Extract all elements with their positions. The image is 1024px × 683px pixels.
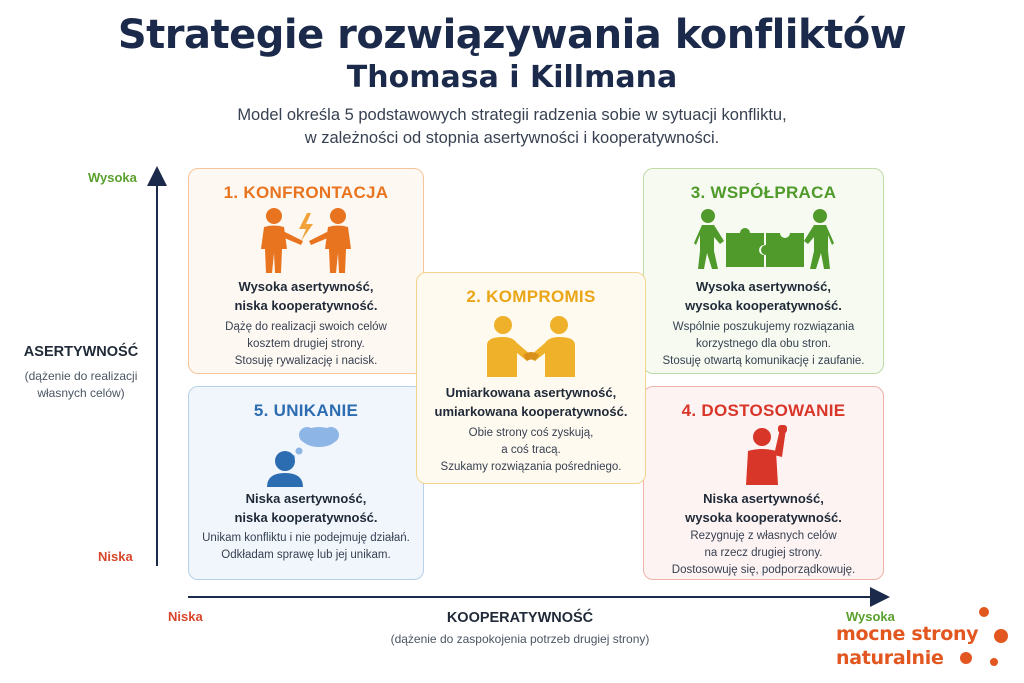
desc-line-3: Dostosowuję się, podporządkowuję. <box>671 564 856 576</box>
x-axis-low-label: Niska <box>168 609 203 624</box>
y-axis-high-label: Wysoka <box>88 170 137 185</box>
strategy-box-compromise <box>416 272 646 484</box>
desc-line-1: Wspólnie poszukujemy rozwiązania <box>672 321 855 333</box>
confrontation-icon <box>189 207 423 280</box>
strategy-heading: 4. DOSTOSOWANIE <box>681 401 846 420</box>
summary-line-1: Wysoka asertywność, <box>238 279 374 294</box>
strategy-description <box>644 319 883 370</box>
strategy-heading: 1. KONFRONTACJA <box>223 183 389 202</box>
summary-line-1: Niska asertywność, <box>703 491 824 506</box>
summary-line-2: wysoka kooperatywność. <box>685 298 842 313</box>
desc-line-3: Stosuję otwartą komunikację i zaufanie. <box>662 355 865 367</box>
strategy-box-cooperation <box>643 168 884 374</box>
summary-line-1: Wysoka asertywność, <box>696 279 831 294</box>
desc-line-3: Szukamy rozwiązania pośredniego. <box>440 461 622 473</box>
strategy-heading: 3. WSPÓŁPRACA <box>690 183 837 202</box>
logo-line-1: mocne strony <box>836 623 979 645</box>
handshake-icon <box>417 315 645 382</box>
summary-line-2: niska kooperatywność. <box>234 510 378 525</box>
desc-line-1: Dążę do realizacji swoich celów <box>225 321 387 333</box>
summary-line-2: niska kooperatywność. <box>234 298 378 313</box>
page-subtitle <box>0 104 1024 150</box>
desc-line-3: Stosuję rywalizację i nacisk. <box>234 355 378 367</box>
x-axis-high-label: Wysoka <box>846 609 895 624</box>
desc-line-2: na rzecz drugiej strony. <box>704 547 823 559</box>
y-axis-subtitle <box>10 368 152 402</box>
desc-line-1: Obie strony coś zyskują, <box>468 427 594 439</box>
puzzle-cooperation-icon <box>644 207 883 276</box>
summary-line-1: Umiarkowana asertywność, <box>445 385 617 400</box>
strategy-box-confrontation <box>188 168 424 374</box>
x-axis-title: KOOPERATYWNOŚĆ <box>446 610 594 626</box>
strategy-heading: 5. UNIKANIE <box>253 401 359 420</box>
logo-line-2: naturalnie <box>836 647 944 669</box>
raised-hand-icon <box>644 425 883 492</box>
strategy-description <box>189 319 423 370</box>
y-axis-sub-line-2: własnych celów) <box>37 386 125 400</box>
summary-line-1: Niska asertywność, <box>245 491 367 506</box>
desc-line-1: Unikam konfliktu i nie podejmuję działań. <box>202 532 410 544</box>
strategy-box-accommodation <box>643 386 884 580</box>
strategy-box-avoidance <box>188 386 424 580</box>
strategy-summary <box>644 277 883 315</box>
strategy-description <box>189 530 423 564</box>
x-axis-subtitle: (dążenie do zaspokojenia potrzeb drugiej strony) <box>390 632 650 646</box>
strategy-summary <box>417 383 645 421</box>
page-title-line2: Thomasa i Killmana <box>346 60 678 95</box>
logo-dots-icon <box>836 598 1022 678</box>
strategy-description <box>417 425 645 476</box>
strategy-heading: 2. KOMPROMIS <box>466 287 596 306</box>
summary-line-2: wysoka kooperatywność. <box>685 510 842 525</box>
brand-logo <box>836 598 1022 678</box>
strategy-summary <box>189 489 423 527</box>
thinking-person-icon <box>189 425 423 492</box>
strategy-summary <box>644 489 883 527</box>
y-axis-sub-line-1: (dążenie do realizacji <box>24 369 138 383</box>
page-title: Strategie rozwiązywania konfliktów <box>117 12 907 58</box>
desc-line-1: Rezygnuję z własnych celów <box>690 530 837 542</box>
strategy-summary <box>189 277 423 315</box>
subtitle-line-2: w zależności od stopnia asertywności i kooperatywności. <box>304 129 720 147</box>
desc-line-2: korzystnego dla obu stron. <box>696 338 831 350</box>
desc-line-2: Odkładam sprawę lub jej unikam. <box>221 549 391 561</box>
desc-line-2: kosztem drugiej strony. <box>247 338 365 350</box>
subtitle-line-1: Model określa 5 podstawowych strategii radzenia sobie w sytuacji konfliktu, <box>237 106 787 124</box>
y-axis-low-label: Niska <box>98 549 133 564</box>
summary-line-2: umiarkowana kooperatywność. <box>434 404 628 419</box>
desc-line-2: a coś tracą. <box>501 444 561 456</box>
y-axis-title: ASERTYWNOŚĆ <box>23 344 139 360</box>
strategy-description <box>644 528 883 579</box>
